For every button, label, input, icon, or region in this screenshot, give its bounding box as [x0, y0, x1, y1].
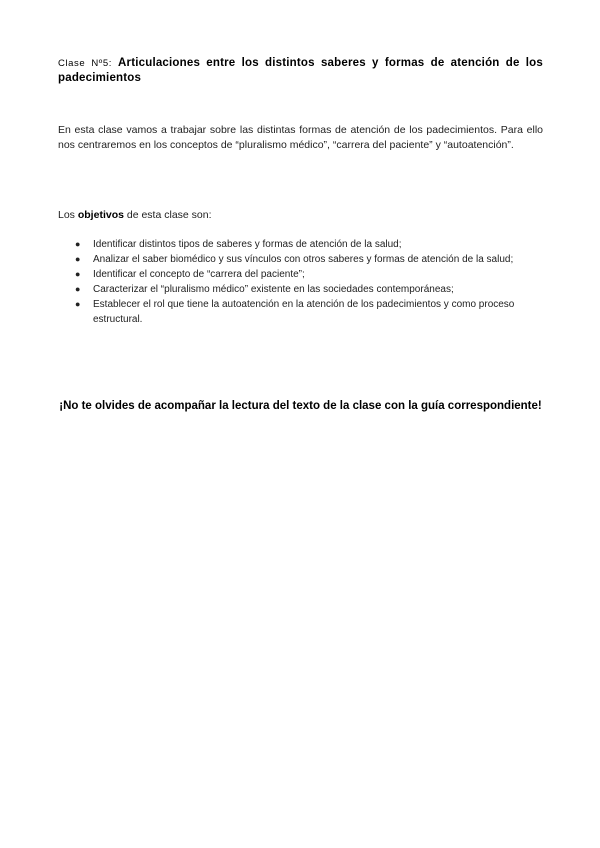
objectives-lead [58, 208, 543, 223]
bullet-icon: ● [75, 254, 81, 264]
class-title [58, 56, 543, 86]
bullet-icon: ● [75, 299, 81, 309]
objective-text: Identificar el concepto de “carrera del paciente”; [93, 269, 305, 280]
bullet-icon: ● [75, 284, 81, 294]
list-item [58, 252, 543, 267]
bullet-icon: ● [75, 239, 81, 249]
list-item [58, 237, 543, 252]
list-item [58, 267, 543, 282]
list-item [58, 297, 543, 327]
class-label: Clase Nº5: [58, 58, 112, 69]
objective-text: Identificar distintos tipos de saberes y formas de atención de la salud; [93, 239, 402, 250]
objectives-lead-prefix: Los [58, 209, 78, 221]
objectives-lead-suffix: de esta clase son: [123, 209, 212, 221]
reminder-note: ¡No te olvides de acompañar la lectura del texto de la clase con la guía correspondiente! [59, 400, 542, 412]
intro-paragraph: En esta clase vamos a trabajar sobre las distintas formas de atención de los padecimientos. Para ello nos centraremos en los conceptos de “pluralismo médico”, “carrera del paciente” y “autoatención”. [58, 124, 543, 151]
objectives-list [58, 237, 543, 327]
objective-text: Analizar el saber biomédico y sus vínculos con otros saberes y formas de atención de la salud; [93, 254, 514, 265]
list-item [58, 282, 543, 297]
bullet-icon: ● [75, 269, 81, 279]
objective-text: Establecer el rol que tiene la autoatención en la atención de los padecimientos y como proceso estructural. [93, 299, 515, 325]
class-title-text: Articulaciones entre los distintos saberes y formas de atención de los padecimientos [58, 57, 543, 84]
objectives-lead-bold: objetivos [77, 209, 124, 221]
objective-text: Caracterizar el “pluralismo médico” existente en las sociedades contemporáneas; [93, 284, 454, 295]
